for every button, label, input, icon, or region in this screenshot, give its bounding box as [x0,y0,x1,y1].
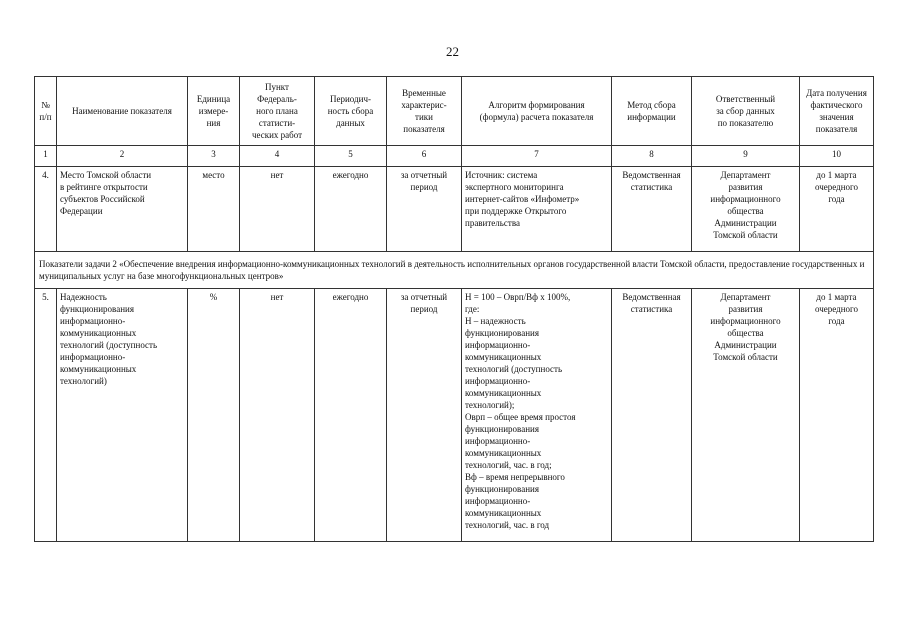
date-cell [800,289,874,542]
algorithm-cell [462,289,612,542]
header-cell [800,77,874,146]
text-line: экспертного мониторинга [465,182,564,192]
time-cell [387,167,462,252]
text-line: коммуникационных [465,388,542,398]
text-line: информационно- [465,376,531,386]
text-line: коммуникационных [60,364,137,374]
column-number: 8 [612,146,692,167]
method-cell [612,289,692,542]
row-number: 4. [35,167,57,252]
text-line: ческих работ [251,130,303,140]
text-line: развития [728,304,763,314]
text-line: коммуникационных [465,352,542,362]
text-line: субъектов Российской [60,194,145,204]
column-number: 2 [57,146,188,167]
text-line: Надежность [60,292,107,302]
header-cell [612,77,692,146]
text-line: технологий) [60,376,107,386]
text-line: Томской области [713,230,778,240]
text-line: технологий); [465,400,515,410]
text-line: Администрации [714,340,777,350]
text-line: информационно- [465,340,531,350]
text-line: показателя [403,124,445,134]
text-line: статисти- [258,118,296,128]
text-line: Дата получения [806,88,867,98]
text-line: Единица [196,94,231,104]
text-line: Ведомственная [622,292,681,302]
responsible-cell [692,167,800,252]
unit-cell: % [188,289,240,542]
column-number: 10 [800,146,874,167]
text-line: по показателю [717,118,774,128]
text-line: период [410,182,438,192]
text-line: в рейтинге открытости [60,182,148,192]
text-line: Оврп – общее время простоя [465,412,576,422]
section-row [35,252,874,289]
text-line: п/п [39,112,52,122]
text-line: года [828,316,845,326]
text-line: правительства [465,218,520,228]
text-line: где: [465,304,480,314]
periodicity-cell: ежегодно [315,289,387,542]
text-line: функционирования [465,424,539,434]
column-number: 1 [35,146,57,167]
section-title: Показатели задачи 2 «Обеспечение внедрения информационно-коммуникационных технологий в деятельность исполнительных органов государственной власти Томской области, предоставление государственных и муниципальных услуг на базе многофункциональных центров» [35,252,874,289]
text-line: период [410,304,438,314]
text-line: Томской области [713,352,778,362]
header-cell [35,77,57,146]
text-line: Вф – время непрерывного [465,472,565,482]
text-line: значения [819,112,854,122]
text-line: общества [727,206,764,216]
indicator-name [57,289,188,542]
text-line: технологий (доступность [60,340,158,350]
responsible-cell [692,289,800,542]
text-line: интернет-сайтов «Инфометр» [465,194,580,204]
plan-item-cell: нет [240,167,315,252]
text-line: при поддержке Открытого [465,206,567,216]
text-line: Место Томской области [60,170,152,180]
column-number: 9 [692,146,800,167]
header-cell [57,77,188,146]
method-cell [612,167,692,252]
text-line: функционирования [465,484,539,494]
text-line: Федераль- [257,94,297,104]
text-line: Алгоритм формирования [488,100,585,110]
text-line: Администрации [714,218,777,228]
text-line: Департамент [720,292,771,302]
date-cell [800,167,874,252]
text-line: очередного [814,182,859,192]
text-line: коммуникационных [60,328,137,338]
text-line: за отчетный [400,292,448,302]
column-number-row [35,146,874,167]
text-line: общества [727,328,764,338]
text-line: технологий, час. в год; [465,460,552,470]
table-row [35,167,874,252]
table-row [35,289,874,542]
text-line: функционирования [60,304,134,314]
text-line: информации [627,112,676,122]
text-line: статистика [630,304,673,314]
text-line: года [828,194,845,204]
text-line: информационно- [60,352,126,362]
text-line: Пункт [264,82,289,92]
text-line: коммуникационных [465,448,542,458]
text-line: ность сбора [327,106,374,116]
header-cell [315,77,387,146]
header-cell [692,77,800,146]
header-cell [240,77,315,146]
text-line: ния [206,118,221,128]
column-number: 4 [240,146,315,167]
text-line: (формула) расчета показателя [479,112,594,122]
time-cell [387,289,462,542]
text-line: информационно- [465,436,531,446]
text-line: информационно- [465,496,531,506]
text-line: Департамент [720,170,771,180]
text-line: информационно- [60,316,126,326]
column-number: 5 [315,146,387,167]
text-line: измере- [198,106,229,116]
text-line: № [41,100,50,110]
indicators-table [34,76,874,542]
text-line: Ответственный [715,94,776,104]
indicator-name [57,167,188,252]
text-line: ного плана [256,106,298,116]
text-line: показателя [815,124,858,134]
text-line: Периодич- [330,94,371,104]
text-line: данных [336,118,365,128]
text-line: Временные [402,88,446,98]
text-line: характерис- [401,100,447,110]
text-line: информационного [710,194,781,204]
header-row [35,77,874,146]
text-line: статистика [630,182,673,192]
unit-cell: место [188,167,240,252]
text-line: за отчетный [400,170,448,180]
text-line: развития [728,182,763,192]
periodicity-cell: ежегодно [315,167,387,252]
plan-item-cell: нет [240,289,315,542]
text-line: очередного [814,304,859,314]
text-line: функционирования [465,328,539,338]
text-line: Н – надежность [465,316,526,326]
column-number: 3 [188,146,240,167]
text-line: за сбор данных [716,106,775,116]
column-number: 7 [462,146,612,167]
text-line: до 1 марта [816,170,857,180]
text-line: информационного [710,316,781,326]
page-number: 22 [446,44,459,59]
text-line: Источник: система [465,170,538,180]
text-line: Н = 100 – Оврп/Вф x 100%, [465,292,571,302]
header-cell [387,77,462,146]
text-line: фактического [810,100,863,110]
text-line: технологий (доступность [465,364,563,374]
row-number: 5. [35,289,57,542]
text-line: Метод сбора [627,100,676,110]
text-line: Наименование показателя [72,106,172,116]
text-line: Ведомственная [622,170,681,180]
text-line: технологий, час. в год [465,520,550,530]
header-cell [462,77,612,146]
algorithm-cell [462,167,612,252]
column-number: 6 [387,146,462,167]
text-line: до 1 марта [816,292,857,302]
text-line: коммуникационных [465,508,542,518]
header-cell [188,77,240,146]
text-line: тики [415,112,433,122]
text-line: Федерации [60,206,103,216]
